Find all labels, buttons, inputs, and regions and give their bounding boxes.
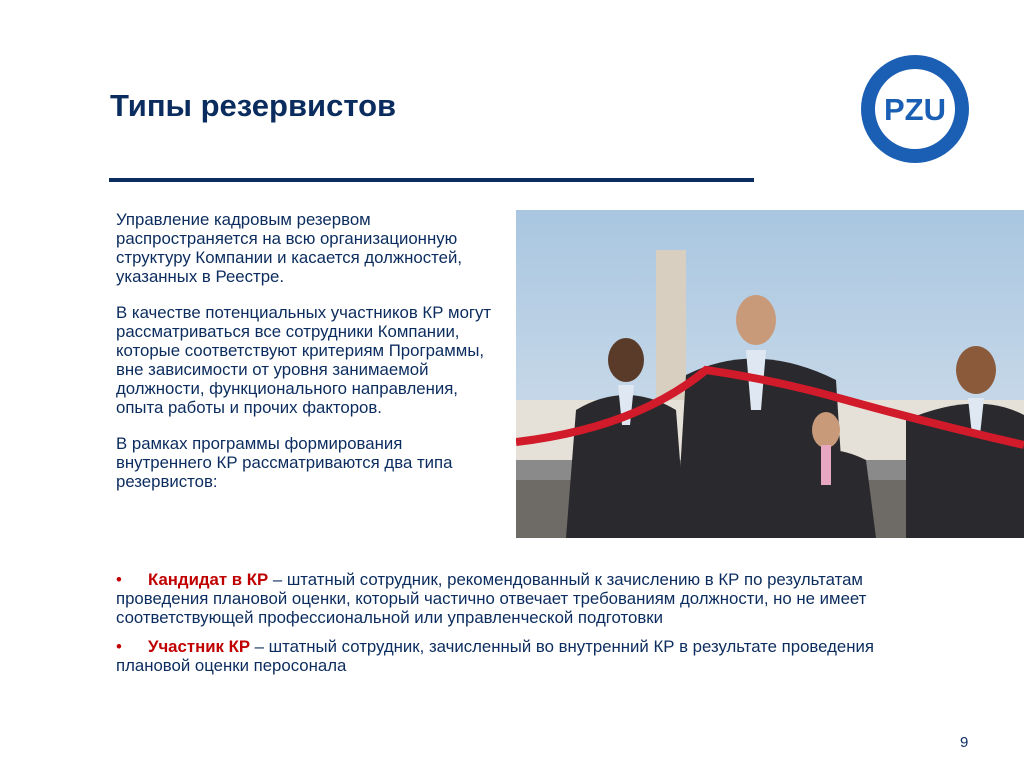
bullet-description: – штатный сотрудник, рекомендованный к зачислению в КР по результатам проведения плановой оценки, который частично отвечает требованиям должности, но не имеет соответствующей профессиональной или управленческой подготовки: [116, 570, 867, 627]
pzu-logo: [860, 54, 970, 164]
bullet-term: Кандидат в КР: [148, 570, 269, 589]
reservist-types-list: [116, 570, 916, 685]
slide-title: Типы резервистов: [110, 88, 397, 123]
page-number: 9: [960, 734, 969, 751]
intro-paragraph: В рамках программы формирования внутреннего КР рассматриваются два типа резервистов:: [116, 434, 453, 491]
bullet-marker: •: [116, 570, 122, 589]
title-underline: [109, 178, 754, 182]
list-item: [116, 570, 916, 627]
logo-text: PZU: [884, 92, 946, 127]
bullet-description: – штатный сотрудник, зачисленный во внутренний КР в результате проведения плановой оценки перосонала: [116, 637, 874, 675]
intro-paragraph: Управление кадровым резервом распространяется на всю организационную структуру Компании и касается должностей, указанных в Реестре.: [116, 210, 463, 286]
bullet-marker: •: [116, 637, 122, 656]
list-item: [116, 637, 916, 675]
business-race-photo: [516, 210, 1024, 538]
intro-paragraph: В качестве потенциальных участников КР могут рассматриваться все сотрудники Компании, которые соответствуют критериям Программы, вне зависимости от уровня занимаемой должности, функционального направления, опыта работы и прочих факторов.: [116, 303, 492, 417]
bullet-term: Участник КР: [148, 637, 251, 656]
intro-text-block: [116, 210, 496, 508]
